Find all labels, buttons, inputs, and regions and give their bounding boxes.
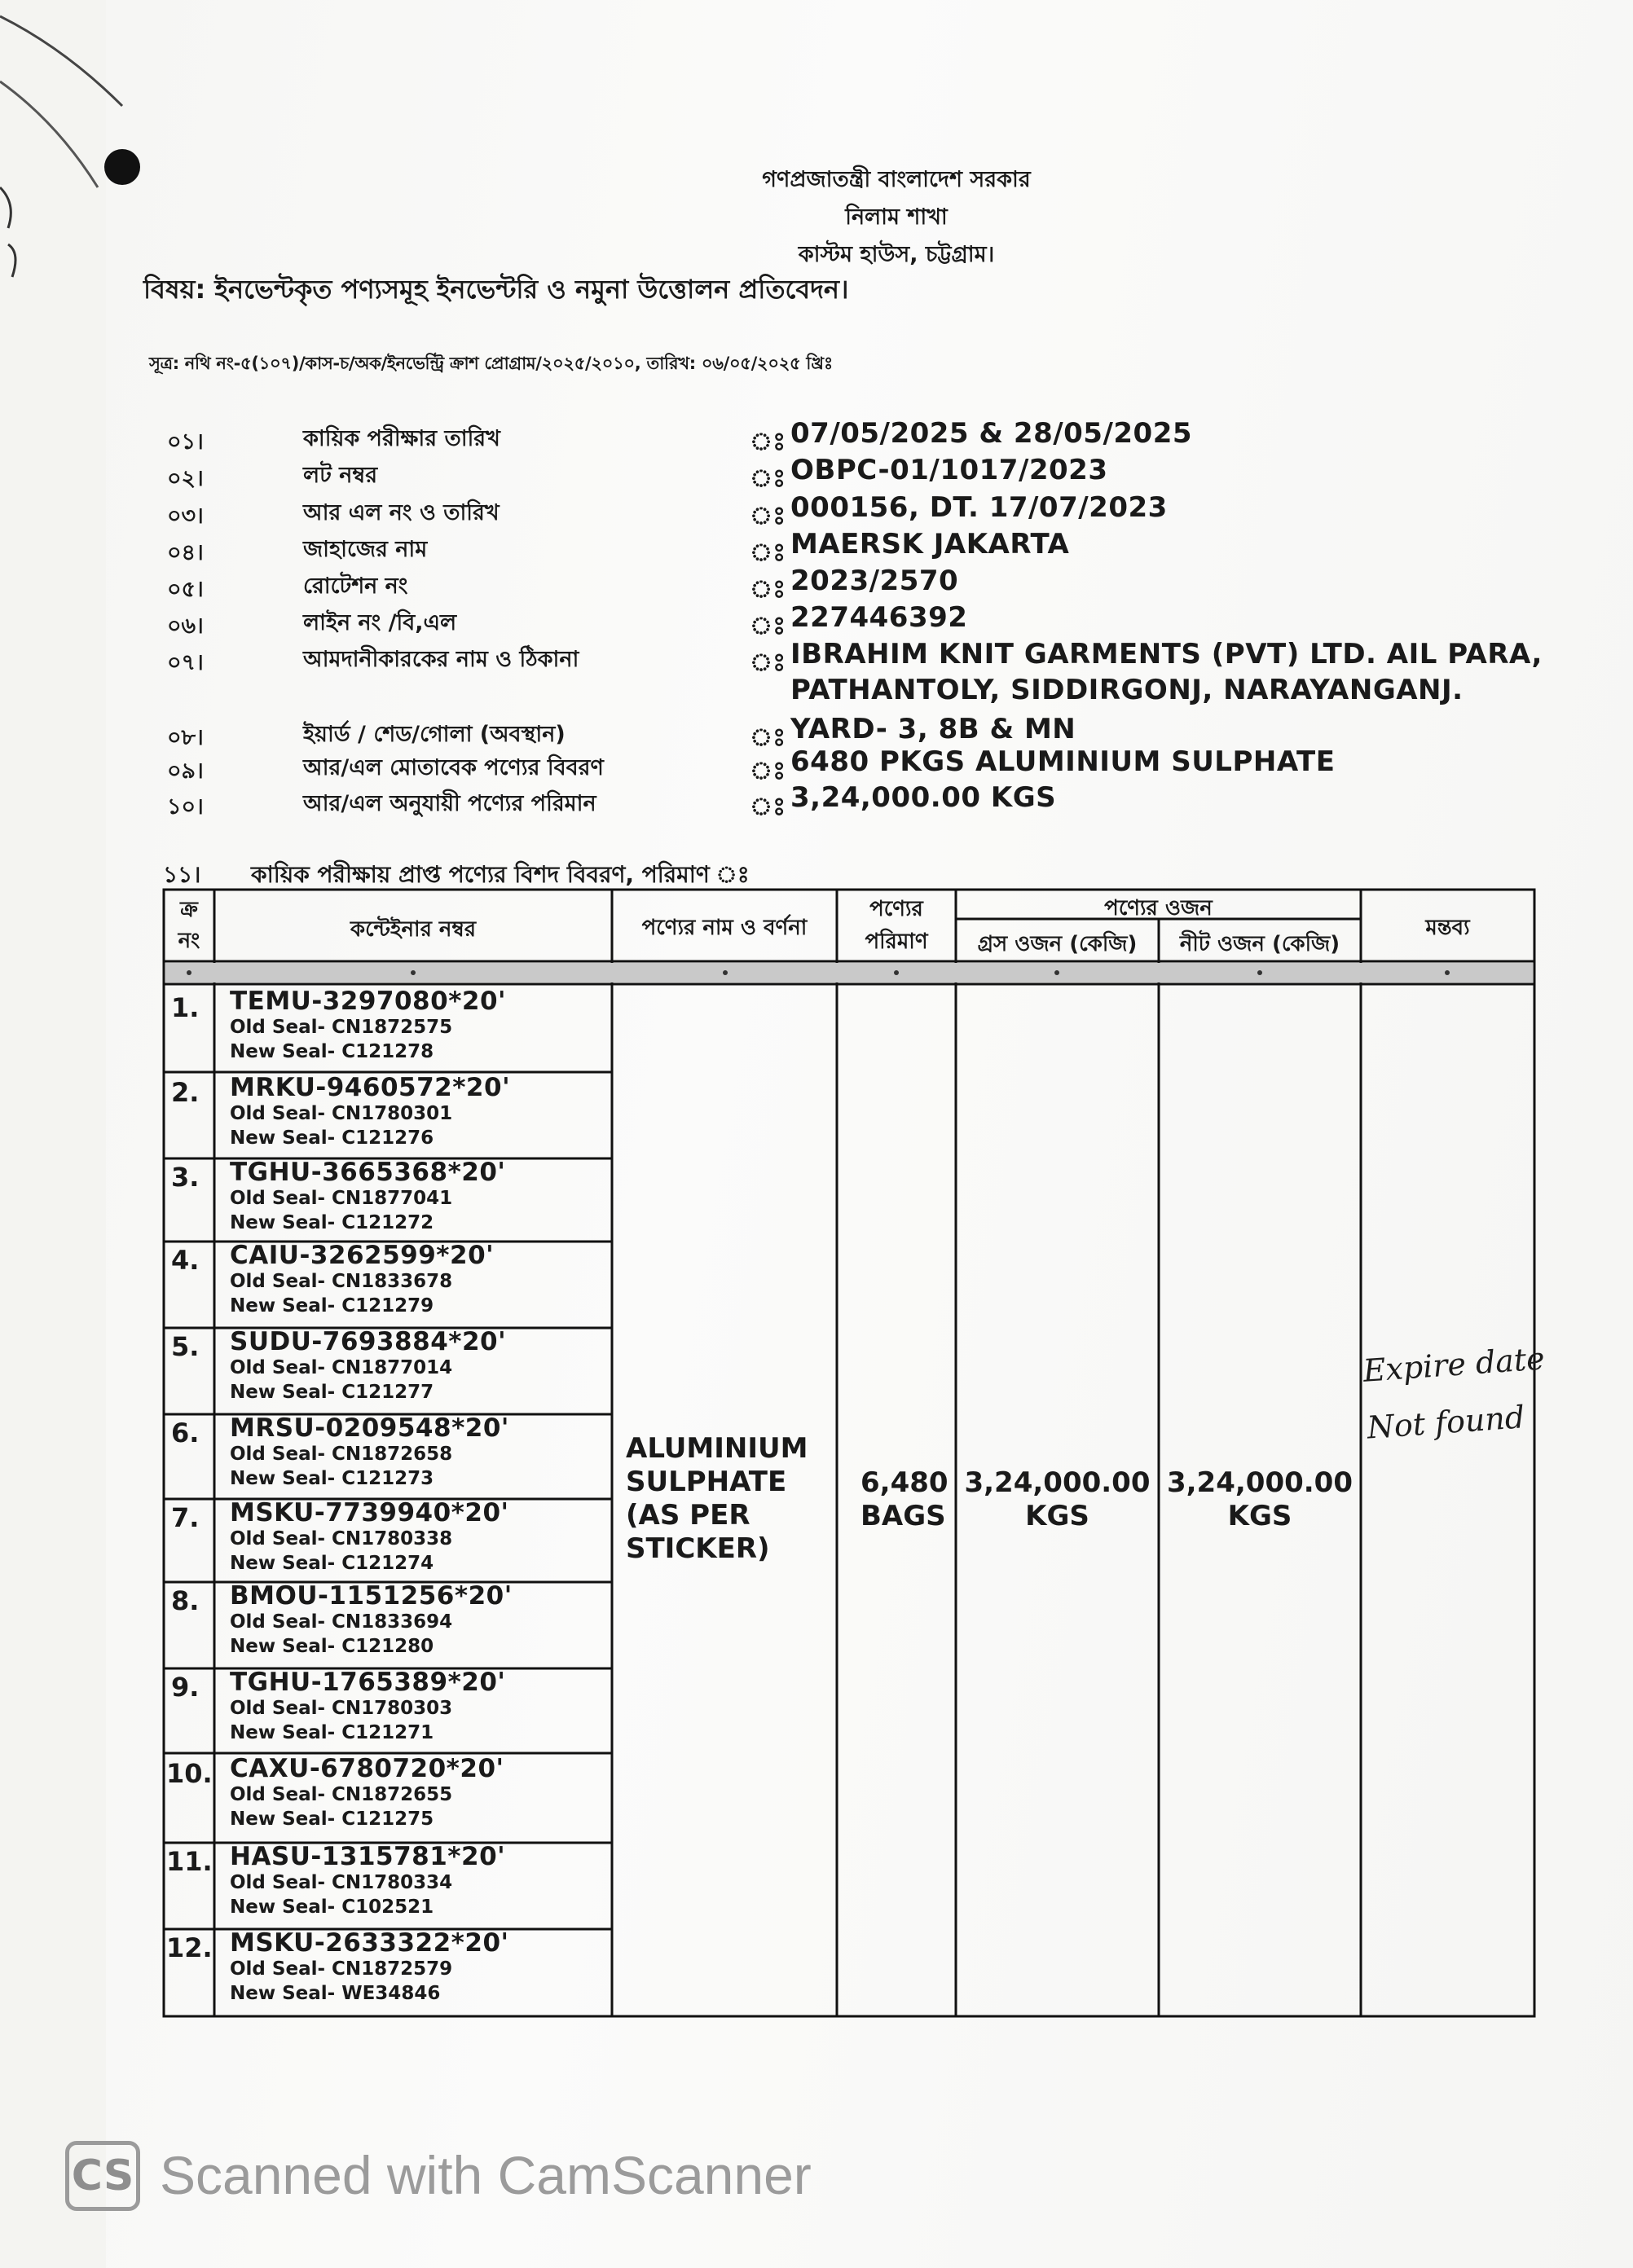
new-seal: New Seal- C121278: [230, 1041, 434, 1062]
container-number: CAIU-3262599*20': [230, 1241, 495, 1270]
reference-line: সূত্র: নথি নং-৫(১০৭)/কাস-চ/অক/ইনভেন্ট্রি ক্রাশ প্রোগ্রাম/২০২৫/২০১০, তারিখ: ০৬/০৫/২০২৫ খ্রিঃ: [149, 354, 833, 373]
header-quantity: [837, 893, 956, 958]
header-quantity-2: পরিমাণ: [865, 930, 928, 954]
row-number: 4.: [171, 1245, 200, 1276]
new-seal: New Seal- C121277: [230, 1382, 434, 1403]
old-seal: Old Seal- CN1780303: [230, 1698, 453, 1719]
new-seal: New Seal- WE34846: [230, 1983, 441, 2004]
new-seal: New Seal- C121273: [230, 1468, 434, 1489]
office-name: কাস্টম হাউস, চট্টগ্রাম।: [798, 242, 995, 267]
remark-line: Expire date: [1362, 1340, 1546, 1389]
table-row: [230, 1074, 510, 1150]
info-label: লট নম্বর: [303, 463, 378, 488]
header-goods: পণ্যের নাম ও বর্ণনা: [641, 916, 808, 940]
header-serial-1: ক্র: [180, 898, 198, 922]
row-number: 11.: [166, 1846, 213, 1877]
row-number: 5.: [171, 1331, 200, 1362]
info-num: ০৫।: [167, 577, 204, 602]
info-colon: ঃ: [750, 793, 786, 821]
header-serial-2: নং: [178, 929, 200, 953]
camscanner-watermark: Scanned with CamScanner: [160, 2145, 812, 2205]
info-num: ০৬।: [167, 613, 204, 639]
new-seal: New Seal- C121276: [230, 1127, 434, 1149]
info-label: আর/এল মোতাবেক পণ্যের বিবরণ: [303, 755, 604, 780]
info-label: লাইন নং /বি,এল: [303, 610, 457, 635]
row-number: 8.: [171, 1585, 200, 1616]
goods-line: SULPHATE: [626, 1466, 787, 1498]
section-name: নিলাম শাখা: [845, 204, 948, 230]
container-number: CAXU-6780720*20': [230, 1754, 504, 1783]
net-weight-cell: [1159, 1466, 1361, 1533]
info-label: কায়িক পরীক্ষার তারিখ: [303, 426, 500, 451]
old-seal: Old Seal- CN1877041: [230, 1188, 453, 1209]
container-number: HASU-1315781*20': [230, 1842, 506, 1871]
quantity-line: BAGS: [861, 1500, 946, 1532]
info-value: 6480 PKGS ALUMINIUM SULPHATE: [790, 745, 1336, 778]
info-colon: ঃ: [750, 428, 786, 456]
info-value: 2023/2570: [790, 565, 959, 597]
info-num: ০৯।: [167, 758, 204, 784]
info-colon: ঃ: [750, 723, 786, 752]
table-row: [230, 1499, 509, 1576]
net-line: 3,24,000.00: [1166, 1466, 1353, 1499]
info-colon: ঃ: [750, 464, 786, 493]
info-label: আর এল নং ও তারিখ: [303, 500, 500, 525]
table-row: [230, 1582, 513, 1659]
header-container: কন্টেইনার নম্বর: [350, 917, 477, 942]
table-row: [230, 1843, 505, 1919]
new-seal: New Seal- C121280: [230, 1636, 434, 1657]
new-seal: New Seal- C121271: [230, 1722, 434, 1743]
info-label: ইয়ার্ড / শেড/গোলা (অবস্থান): [303, 722, 566, 747]
old-seal: Old Seal- CN1872655: [230, 1784, 453, 1805]
container-number: MSKU-2633322*20': [230, 1928, 509, 1958]
container-number: MRSU-0209548*20': [230, 1413, 509, 1443]
table-row: [230, 987, 506, 1064]
info-colon: ঃ: [750, 757, 786, 785]
info-num: ০৩।: [167, 503, 204, 529]
info-label: জাহাজের নাম: [303, 537, 428, 562]
info-num: ০২।: [167, 466, 204, 491]
info-num: ১০।: [167, 794, 204, 820]
table-row: [230, 1414, 509, 1491]
old-seal: Old Seal- CN1872658: [230, 1444, 453, 1465]
header-weight: পণ্যের ওজন: [1104, 896, 1213, 921]
info-colon: ঃ: [750, 612, 786, 640]
container-number: TGHU-3665368*20': [230, 1158, 506, 1187]
quantity-line: 6,480: [861, 1466, 949, 1499]
gross-weight-cell: [956, 1466, 1159, 1533]
gross-line: KGS: [1025, 1500, 1089, 1532]
row-number: 1.: [171, 992, 200, 1023]
table-row: [230, 1929, 509, 2006]
info-label: রোটেশন নং: [303, 574, 408, 599]
goods-line: ALUMINIUM: [626, 1432, 808, 1465]
gross-line: 3,24,000.00: [964, 1466, 1151, 1499]
info-num: ০৭।: [167, 650, 204, 675]
net-line: KGS: [1227, 1500, 1292, 1532]
row-number: 12.: [166, 1932, 213, 1963]
info-colon: ঃ: [750, 648, 786, 677]
old-seal: Old Seal- CN1872579: [230, 1958, 453, 1980]
info-num: ০৪।: [167, 540, 204, 565]
govt-title: গণপ্রজাতন্ত্রী বাংলাদেশ সরকার: [762, 167, 1031, 192]
old-seal: Old Seal- CN1780338: [230, 1528, 453, 1549]
old-seal: Old Seal- CN1780301: [230, 1103, 453, 1124]
new-seal: New Seal- C121272: [230, 1212, 434, 1233]
header-gross: গ্রস ওজন (কেজি): [977, 932, 1138, 956]
header-serial: [164, 894, 214, 956]
old-seal: Old Seal- CN1833678: [230, 1271, 453, 1292]
info-value: 3,24,000.00 KGS: [790, 781, 1057, 814]
info-num: ০৮।: [167, 725, 204, 750]
info-value: 000156, DT. 17/07/2023: [790, 491, 1168, 524]
table-row: [230, 1158, 505, 1235]
container-number: TEMU-3297080*20': [230, 987, 507, 1016]
quantity-cell: [861, 1466, 949, 1533]
row-number: 2.: [171, 1077, 200, 1108]
goods-line: (AS PER: [626, 1499, 750, 1532]
header-net: নীট ওজন (কেজি): [1179, 932, 1340, 956]
new-seal: New Seal- C121275: [230, 1809, 434, 1830]
info-num: ০১।: [167, 429, 204, 455]
info-label: আর/এল অনুযায়ী পণ্যের পরিমান: [303, 791, 596, 816]
container-number: BMOU-1151256*20': [230, 1581, 513, 1611]
camscanner-logo: CS: [65, 2141, 140, 2211]
section-11-num: ১১।: [163, 861, 201, 888]
header-remarks: মন্তব্য: [1425, 916, 1470, 940]
old-seal: Old Seal- CN1833694: [230, 1611, 453, 1633]
container-number: MSKU-7739940*20': [230, 1498, 509, 1527]
old-seal: Old Seal- CN1877014: [230, 1357, 453, 1378]
info-value: MAERSK JAKARTA: [790, 528, 1070, 560]
goods-description: [626, 1432, 808, 1566]
container-number: MRKU-9460572*20': [230, 1073, 511, 1102]
container-number: SUDU-7693884*20': [230, 1327, 507, 1356]
table-row: [230, 1328, 506, 1404]
info-value: OBPC-01/1017/2023: [790, 454, 1108, 486]
row-number: 10.: [166, 1758, 213, 1789]
old-seal: Old Seal- CN1780334: [230, 1872, 453, 1893]
new-seal: New Seal- C102521: [230, 1897, 434, 1918]
table-row: [230, 1668, 505, 1745]
new-seal: New Seal- C121274: [230, 1553, 434, 1574]
header-quantity-1: পণ্যের: [869, 897, 923, 921]
info-value: 07/05/2025 & 28/05/2025: [790, 417, 1193, 450]
handwritten-remark: [1361, 1330, 1550, 1456]
section-11-title: কায়িক পরীক্ষায় প্রাপ্ত পণ্যের বিশদ বিবরণ, পরিমাণ ঃ: [251, 861, 750, 888]
info-colon: ঃ: [750, 575, 786, 604]
info-value: IBRAHIM KNIT GARMENTS (PVT) LTD. AIL PARA,: [790, 638, 1543, 670]
row-number: 7.: [171, 1502, 200, 1533]
new-seal: New Seal- C121279: [230, 1295, 434, 1316]
subject-line: বিষয়: ইনভেন্টকৃত পণ্যসমূহ ইনভেন্টরি ও নমুনা উত্তোলন প্রতিবেদন।: [143, 274, 849, 305]
info-colon: ঃ: [750, 538, 786, 567]
info-label: আমদানীকারকের নাম ও ঠিকানা: [303, 647, 579, 672]
info-colon: ঃ: [750, 502, 786, 530]
container-number: TGHU-1765389*20': [230, 1668, 506, 1697]
row-number: 6.: [171, 1418, 200, 1448]
row-number: 9.: [171, 1672, 200, 1703]
info-value: 227446392: [790, 601, 968, 634]
table-row: [230, 1755, 504, 1831]
goods-line: STICKER): [626, 1532, 770, 1565]
table-row: [230, 1242, 494, 1318]
remark-line: Not found: [1366, 1399, 1526, 1446]
row-number: 3.: [171, 1162, 200, 1193]
old-seal: Old Seal- CN1872575: [230, 1017, 453, 1038]
info-value-line2: PATHANTOLY, SIDDIRGONJ, NARAYANGANJ.: [790, 674, 1464, 706]
info-value: YARD- 3, 8B & MN: [790, 713, 1076, 745]
